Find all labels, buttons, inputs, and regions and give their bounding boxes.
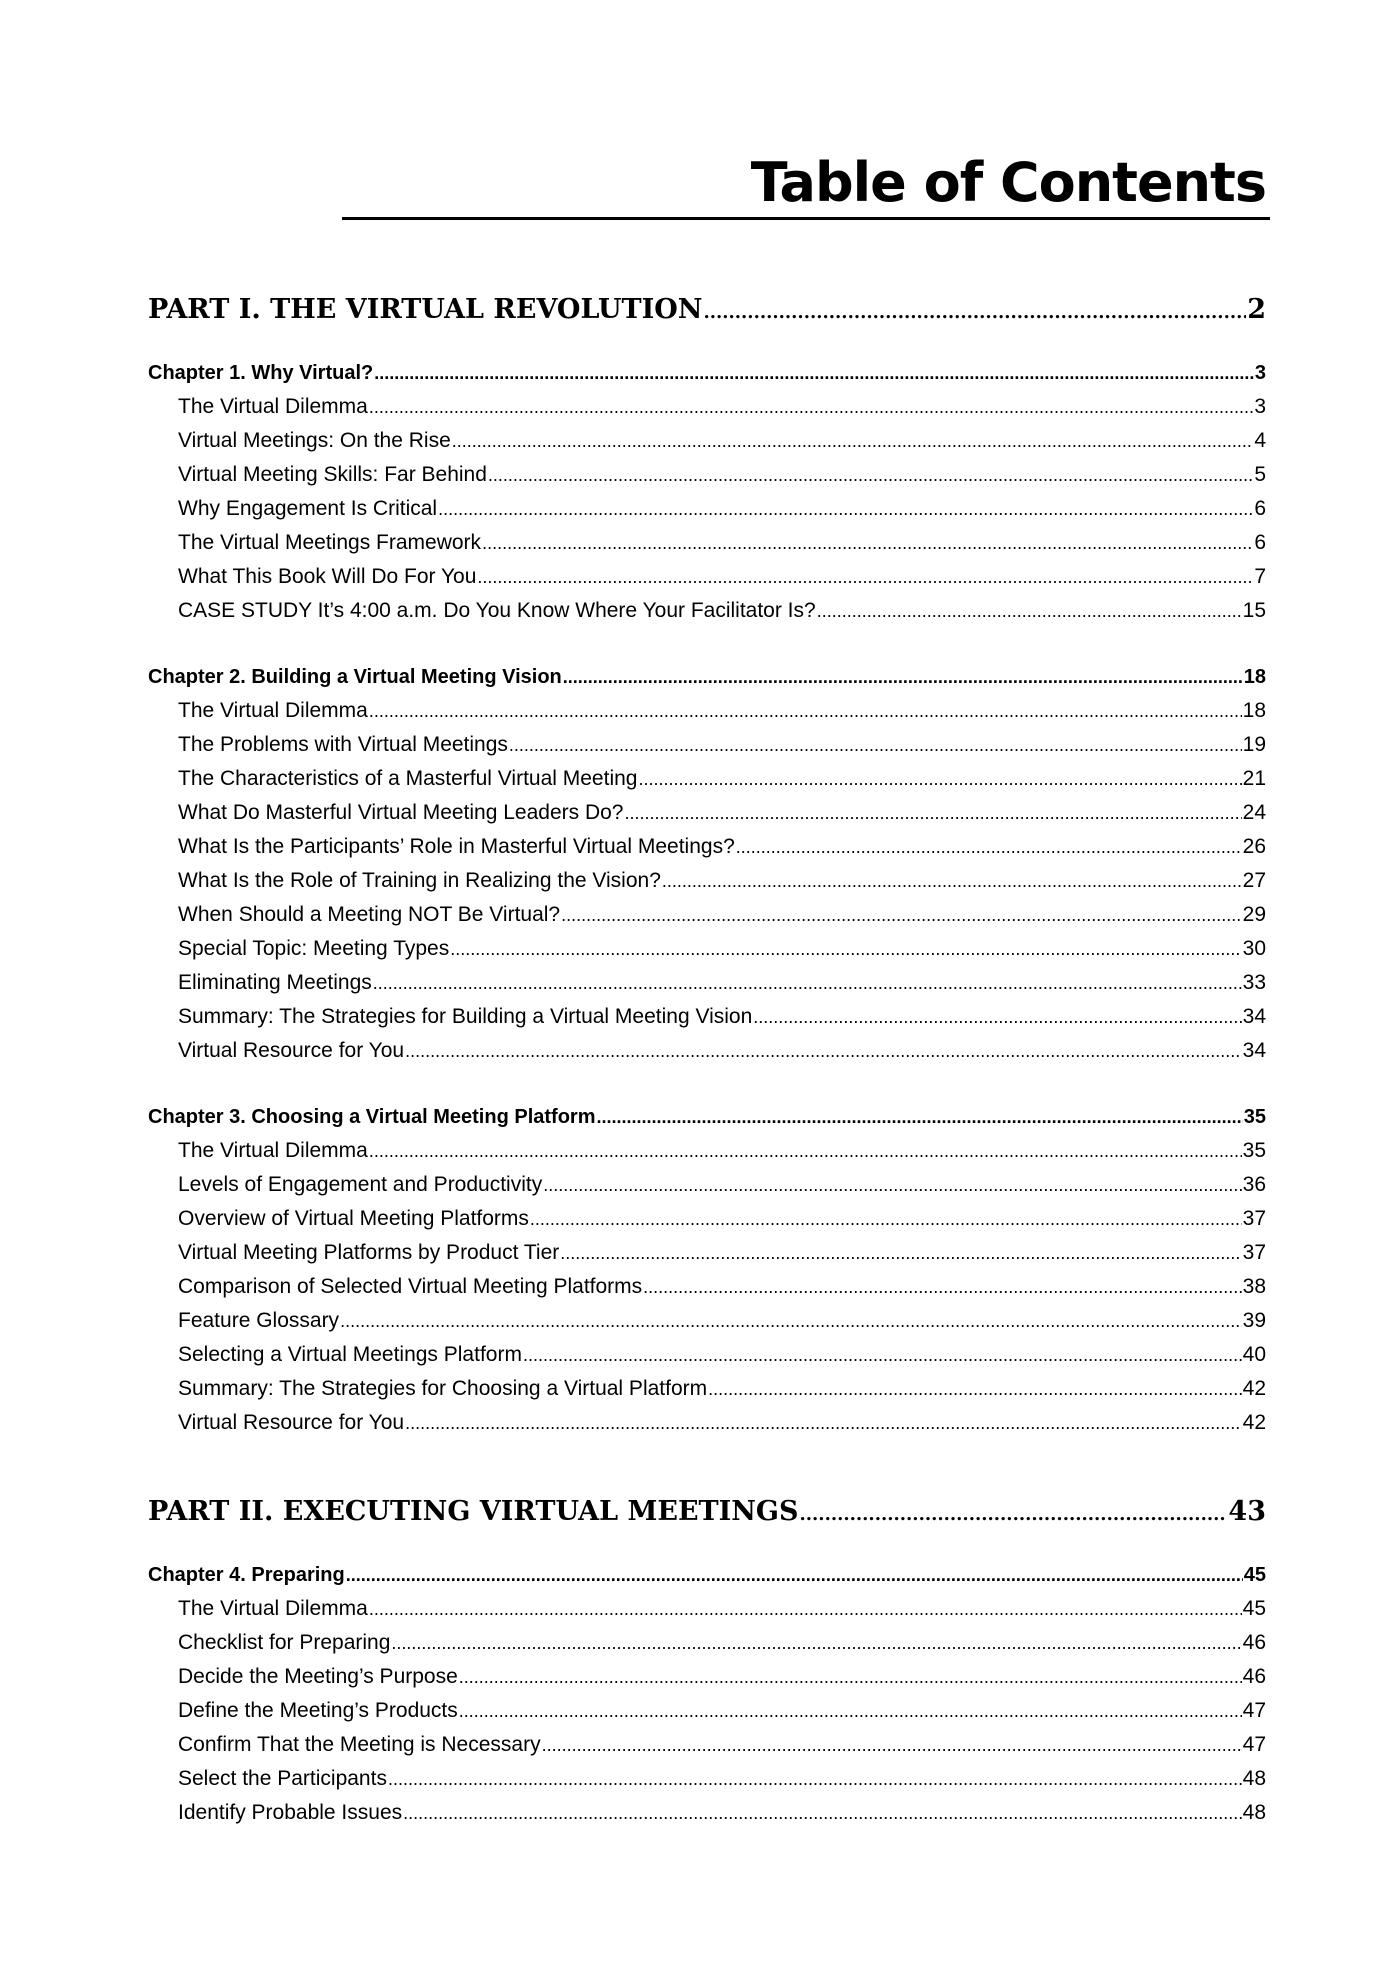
section-label: Virtual Resource for You: [178, 1411, 405, 1434]
section-page-number: 15: [1242, 599, 1266, 622]
part-label: PART I. THE VIRTUAL REVOLUTION: [148, 294, 703, 325]
dot-leader: [563, 662, 1243, 692]
section-page-number: 6: [1254, 531, 1266, 554]
chapter-heading[interactable]: [148, 358, 1266, 388]
section-entry[interactable]: [148, 528, 1266, 558]
dot-leader: [736, 832, 1242, 862]
dot-leader: [800, 1495, 1228, 1532]
section-page-number: 21: [1242, 767, 1266, 790]
dot-leader: [452, 426, 1254, 456]
section-label: The Virtual Dilemma: [178, 1597, 368, 1620]
section-page-number: 29: [1242, 903, 1266, 926]
section-label: The Virtual Meetings Framework: [178, 531, 482, 554]
section-entry[interactable]: [148, 832, 1266, 862]
section-entry[interactable]: [148, 1594, 1266, 1624]
section-label: The Virtual Dilemma: [178, 699, 368, 722]
section-entry[interactable]: [148, 1002, 1266, 1032]
section-page-number: 27: [1242, 869, 1266, 892]
dot-leader: [625, 798, 1242, 828]
section-page-number: 37: [1242, 1241, 1266, 1264]
dot-leader: [488, 460, 1253, 490]
section-label: What Do Masterful Virtual Meeting Leaders Do?: [178, 801, 624, 824]
section-page-number: 42: [1242, 1377, 1266, 1400]
section-label: Virtual Meeting Platforms by Product Tier: [178, 1241, 560, 1264]
section-label: Special Topic: Meeting Types: [178, 937, 450, 960]
section-page-number: 6: [1254, 497, 1266, 520]
dot-leader: [662, 866, 1242, 896]
chapter-heading[interactable]: [148, 662, 1266, 692]
chapter-label: Chapter 3. Choosing a Virtual Meeting Platform: [148, 1106, 596, 1128]
chapter-label: Chapter 1. Why Virtual?: [148, 362, 374, 384]
dot-leader: [346, 1560, 1243, 1590]
dot-leader: [405, 1036, 1242, 1066]
section-page-number: 40: [1242, 1343, 1266, 1366]
section-page-number: 36: [1242, 1173, 1266, 1196]
section-page-number: 42: [1242, 1411, 1266, 1434]
section-page-number: 48: [1242, 1801, 1266, 1824]
part-page-number: 2: [1247, 294, 1266, 325]
section-page-number: 39: [1242, 1309, 1266, 1332]
section-label: What Is the Participants’ Role in Masterful Virtual Meetings?: [178, 835, 735, 858]
section-page-number: 34: [1242, 1005, 1266, 1028]
dot-leader: [369, 1594, 1242, 1624]
chapter-page-number: 3: [1254, 362, 1266, 384]
section-entry[interactable]: [148, 1170, 1266, 1200]
section-page-number: 37: [1242, 1207, 1266, 1230]
section-entry[interactable]: [148, 562, 1266, 592]
title-rule: [342, 217, 1270, 220]
section-entry[interactable]: [148, 798, 1266, 828]
section-label: Why Engagement Is Critical: [178, 497, 438, 520]
section-label: Decide the Meeting’s Purpose: [178, 1665, 458, 1688]
dot-leader: [438, 494, 1253, 524]
section-label: Summary: The Strategies for Choosing a Virtual Platform: [178, 1377, 708, 1400]
section-entry[interactable]: [148, 866, 1266, 896]
section-entry[interactable]: [148, 1340, 1266, 1370]
section-label: Virtual Meetings: On the Rise: [178, 429, 451, 452]
section-page-number: 5: [1254, 463, 1266, 486]
section-label: What Is the Role of Training in Realizing the Vision?: [178, 869, 661, 892]
chapter-page-number: 18: [1243, 666, 1266, 688]
section-label: The Virtual Dilemma: [178, 1139, 368, 1162]
section-page-number: 47: [1242, 1733, 1266, 1756]
section-entry[interactable]: [148, 1696, 1266, 1726]
dot-leader: [369, 696, 1242, 726]
section-label: Select the Participants: [178, 1767, 387, 1790]
section-page-number: 45: [1242, 1597, 1266, 1620]
section-label: Selecting a Virtual Meetings Platform: [178, 1343, 522, 1366]
dot-leader: [530, 1204, 1242, 1234]
dot-leader: [561, 900, 1242, 930]
section-entry[interactable]: [148, 764, 1266, 794]
section-entry[interactable]: [148, 968, 1266, 998]
section-label: Levels of Engagement and Productivity: [178, 1173, 543, 1196]
section-entry[interactable]: [148, 1798, 1266, 1828]
section-page-number: 48: [1242, 1767, 1266, 1790]
section-label: Define the Meeting’s Products: [178, 1699, 458, 1722]
section-entry[interactable]: [148, 460, 1266, 490]
dot-leader: [391, 1628, 1241, 1658]
chapter-page-number: 35: [1243, 1106, 1266, 1128]
section-entry[interactable]: [148, 494, 1266, 524]
section-entry[interactable]: [148, 900, 1266, 930]
section-page-number: 46: [1242, 1665, 1266, 1688]
section-label: The Characteristics of a Masterful Virtual Meeting: [178, 767, 638, 790]
dot-leader: [753, 1002, 1241, 1032]
section-entry[interactable]: [148, 426, 1266, 456]
section-label: Virtual Meeting Skills: Far Behind: [178, 463, 487, 486]
section-page-number: 35: [1242, 1139, 1266, 1162]
section-page-number: 7: [1254, 565, 1266, 588]
section-label: CASE STUDY It’s 4:00 a.m. Do You Know Where Your Facilitator Is?: [178, 599, 816, 622]
section-label: When Should a Meeting NOT Be Virtual?: [178, 903, 561, 926]
section-entry[interactable]: [148, 1204, 1266, 1234]
section-page-number: 19: [1242, 733, 1266, 756]
section-page-number: 34: [1242, 1039, 1266, 1062]
section-label: The Problems with Virtual Meetings: [178, 733, 508, 756]
section-page-number: 33: [1242, 971, 1266, 994]
chapter-heading[interactable]: [148, 1102, 1266, 1132]
dot-leader: [817, 596, 1242, 626]
section-label: The Virtual Dilemma: [178, 395, 368, 418]
part-page-number: 43: [1228, 1496, 1266, 1527]
dot-leader: [543, 1170, 1241, 1200]
section-entry[interactable]: [148, 1628, 1266, 1658]
dot-leader: [638, 764, 1241, 794]
chapter-label: Chapter 4. Preparing: [148, 1564, 345, 1586]
section-entry[interactable]: [148, 1272, 1266, 1302]
section-page-number: 46: [1242, 1631, 1266, 1654]
section-entry[interactable]: [148, 1374, 1266, 1404]
section-entry[interactable]: [148, 1662, 1266, 1692]
part-label: PART II. EXECUTING VIRTUAL MEETINGS: [148, 1496, 799, 1527]
section-entry[interactable]: [148, 696, 1266, 726]
section-entry[interactable]: [148, 392, 1266, 422]
dot-leader: [388, 1764, 1242, 1794]
dot-leader: [560, 1238, 1241, 1268]
section-page-number: 26: [1242, 835, 1266, 858]
section-entry[interactable]: [148, 1408, 1266, 1438]
dot-leader: [459, 1662, 1242, 1692]
section-entry[interactable]: [148, 1036, 1266, 1066]
part-heading[interactable]: [148, 290, 1266, 330]
section-entry[interactable]: [148, 934, 1266, 964]
section-entry[interactable]: [148, 1306, 1266, 1336]
chapter-page-number: 45: [1243, 1564, 1266, 1586]
section-label: Eliminating Meetings: [178, 971, 372, 994]
section-label: Checklist for Preparing: [178, 1631, 391, 1654]
dot-leader: [643, 1272, 1241, 1302]
section-label: Confirm That the Meeting is Necessary: [178, 1733, 541, 1756]
section-entry[interactable]: [148, 1136, 1266, 1166]
section-entry[interactable]: [148, 1764, 1266, 1794]
section-entry[interactable]: [148, 1238, 1266, 1268]
dot-leader: [509, 730, 1242, 760]
dot-leader: [373, 968, 1242, 998]
section-page-number: 30: [1242, 937, 1266, 960]
dot-leader: [542, 1730, 1242, 1760]
section-label: Identify Probable Issues: [178, 1801, 403, 1824]
dot-leader: [708, 1374, 1242, 1404]
section-label: Summary: The Strategies for Building a Virtual Meeting Vision: [178, 1005, 753, 1028]
section-label: Comparison of Selected Virtual Meeting Platforms: [178, 1275, 643, 1298]
section-page-number: 24: [1242, 801, 1266, 824]
dot-leader: [459, 1696, 1242, 1726]
section-page-number: 4: [1254, 429, 1266, 452]
dot-leader: [596, 1102, 1242, 1132]
dot-leader: [482, 528, 1253, 558]
dot-leader: [405, 1408, 1242, 1438]
dot-leader: [450, 934, 1241, 964]
section-label: Feature Glossary: [178, 1309, 340, 1332]
section-entry[interactable]: [148, 730, 1266, 760]
section-label: Overview of Virtual Meeting Platforms: [178, 1207, 529, 1230]
dot-leader: [703, 293, 1246, 330]
dot-leader: [340, 1306, 1242, 1336]
chapter-heading[interactable]: [148, 1560, 1266, 1590]
chapter-label: Chapter 2. Building a Virtual Meeting Vision: [148, 666, 562, 688]
part-heading[interactable]: [148, 1492, 1266, 1532]
dot-leader: [369, 1136, 1242, 1166]
section-page-number: 47: [1242, 1699, 1266, 1722]
section-label: What This Book Will Do For You: [178, 565, 477, 588]
dot-leader: [374, 358, 1254, 388]
section-entry[interactable]: [148, 596, 1266, 626]
page-title: Table of Contents: [750, 151, 1266, 214]
section-page-number: 18: [1242, 699, 1266, 722]
dot-leader: [523, 1340, 1242, 1370]
section-entry[interactable]: [148, 1730, 1266, 1760]
dot-leader: [369, 392, 1253, 422]
dot-leader: [477, 562, 1253, 592]
dot-leader: [403, 1798, 1242, 1828]
section-page-number: 38: [1242, 1275, 1266, 1298]
section-label: Virtual Resource for You: [178, 1039, 405, 1062]
section-page-number: 3: [1254, 395, 1266, 418]
